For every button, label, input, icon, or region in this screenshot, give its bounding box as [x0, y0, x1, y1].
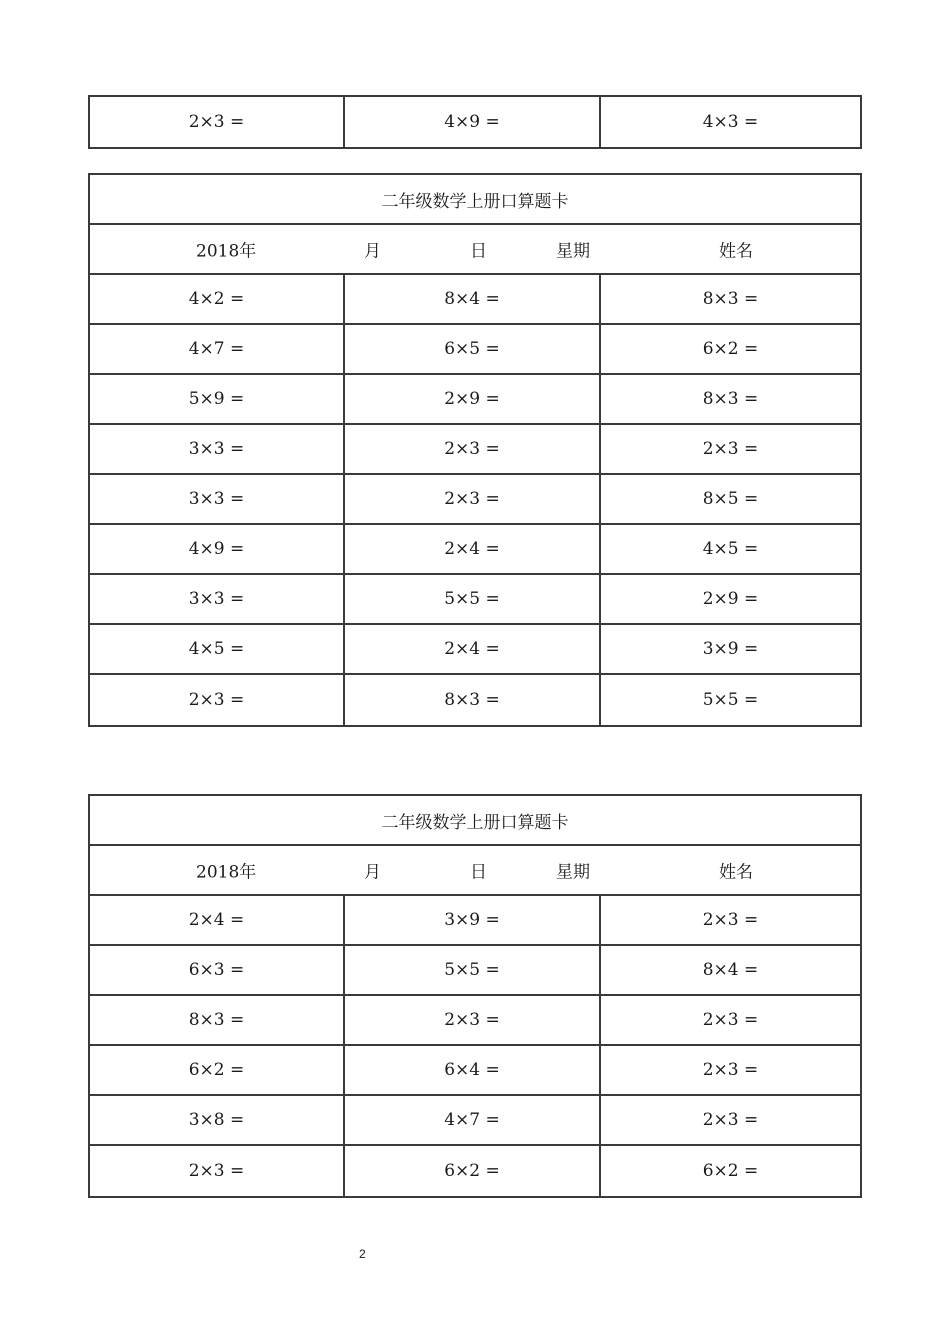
problem-cell: 2×3 =	[702, 1010, 759, 1030]
problem-row	[90, 97, 860, 147]
problem-row	[90, 375, 860, 425]
problem-row	[90, 575, 860, 625]
problem-cell: 8×3 =	[345, 675, 601, 725]
problem-row	[90, 675, 860, 725]
problem-cell: 2×3 =	[345, 425, 601, 473]
problem-row	[90, 1046, 860, 1096]
problem-card	[88, 794, 862, 1198]
problem-cell: 2×3 =	[345, 996, 601, 1044]
problem-cell: 3×3 =	[90, 575, 345, 623]
problem-cell: 5×5 =	[702, 690, 759, 710]
problem-cell: 4×5 =	[702, 539, 759, 559]
month-label: 月	[364, 862, 381, 883]
problem-cell: 8×3 =	[90, 996, 345, 1044]
problem-cell: 3×9 =	[345, 896, 601, 944]
problem-cell: 6×3 =	[90, 946, 345, 994]
problem-card-partial	[88, 95, 862, 149]
problem-cell: 2×9 =	[345, 375, 601, 423]
problem-row	[90, 525, 860, 575]
problem-cell: 8×3 =	[702, 289, 759, 309]
problem-cell: 4×9 =	[90, 525, 345, 573]
problem-cell: 3×8 =	[90, 1096, 345, 1144]
problem-row	[90, 946, 860, 996]
problem-cell: 6×2 =	[702, 339, 759, 359]
problem-cell: 4×7 =	[345, 1096, 601, 1144]
problem-cell: 6×4 =	[345, 1046, 601, 1094]
card-title-row	[90, 796, 860, 846]
problem-cell: 6×2 =	[90, 1046, 345, 1094]
problem-row	[90, 896, 860, 946]
problem-cell: 2×3 =	[702, 910, 759, 930]
problem-cell: 2×3 =	[702, 1060, 759, 1080]
problem-cell: 5×5 =	[345, 575, 601, 623]
problem-cell: 2×3 =	[345, 475, 601, 523]
problem-cell: 4×2 =	[90, 275, 345, 323]
problem-cell: 2×3 =	[90, 675, 345, 725]
problem-cell: 8×5 =	[702, 489, 759, 509]
problem-row	[90, 1146, 860, 1196]
problem-row	[90, 625, 860, 675]
name-label: 姓名	[719, 241, 753, 262]
card-title-row	[90, 175, 860, 225]
problem-row	[90, 996, 860, 1046]
problem-card	[88, 173, 862, 727]
problem-cell: 2×4 =	[345, 625, 601, 673]
problem-cell: 8×3 =	[702, 389, 759, 409]
problem-cell: 3×9 =	[702, 639, 759, 659]
problem-cell: 6×2 =	[345, 1146, 601, 1196]
weekday-label: 星期	[556, 862, 590, 883]
problem-row	[90, 275, 860, 325]
weekday-label: 星期	[556, 241, 590, 262]
month-label: 月	[364, 241, 381, 262]
problem-row	[90, 325, 860, 375]
card-title: 二年级数学上册口算题卡	[381, 191, 569, 212]
problem-cell: 6×2 =	[702, 1161, 759, 1181]
problem-row	[90, 425, 860, 475]
date-row	[90, 846, 860, 896]
card-title: 二年级数学上册口算题卡	[381, 812, 569, 833]
problem-cell: 5×5 =	[345, 946, 601, 994]
problem-cell: 2×4 =	[90, 896, 345, 944]
problem-cell: 4×7 =	[90, 325, 345, 373]
day-label: 日	[470, 862, 487, 883]
year-label: 2018年	[196, 241, 257, 262]
problem-cell: 6×5 =	[345, 325, 601, 373]
problem-cell: 4×3 =	[702, 112, 759, 132]
problem-cell: 2×9 =	[702, 589, 759, 609]
problem-cell: 2×3 =	[90, 97, 345, 147]
problem-cell: 4×5 =	[90, 625, 345, 673]
problem-cell: 2×3 =	[702, 1110, 759, 1130]
problem-cell: 4×9 =	[345, 97, 601, 147]
day-label: 日	[470, 241, 487, 262]
problem-cell: 3×3 =	[90, 425, 345, 473]
problem-row	[90, 475, 860, 525]
problem-cell: 2×3 =	[90, 1146, 345, 1196]
problem-cell: 8×4 =	[702, 960, 759, 980]
problem-cell: 2×4 =	[345, 525, 601, 573]
problem-cell: 8×4 =	[345, 275, 601, 323]
problem-row	[90, 1096, 860, 1146]
date-row	[90, 225, 860, 275]
problem-cell: 3×3 =	[90, 475, 345, 523]
problem-cell: 2×3 =	[702, 439, 759, 459]
problem-cell: 5×9 =	[90, 375, 345, 423]
year-label: 2018年	[196, 862, 257, 883]
name-label: 姓名	[719, 862, 753, 883]
page-number: 2	[359, 1247, 366, 1261]
